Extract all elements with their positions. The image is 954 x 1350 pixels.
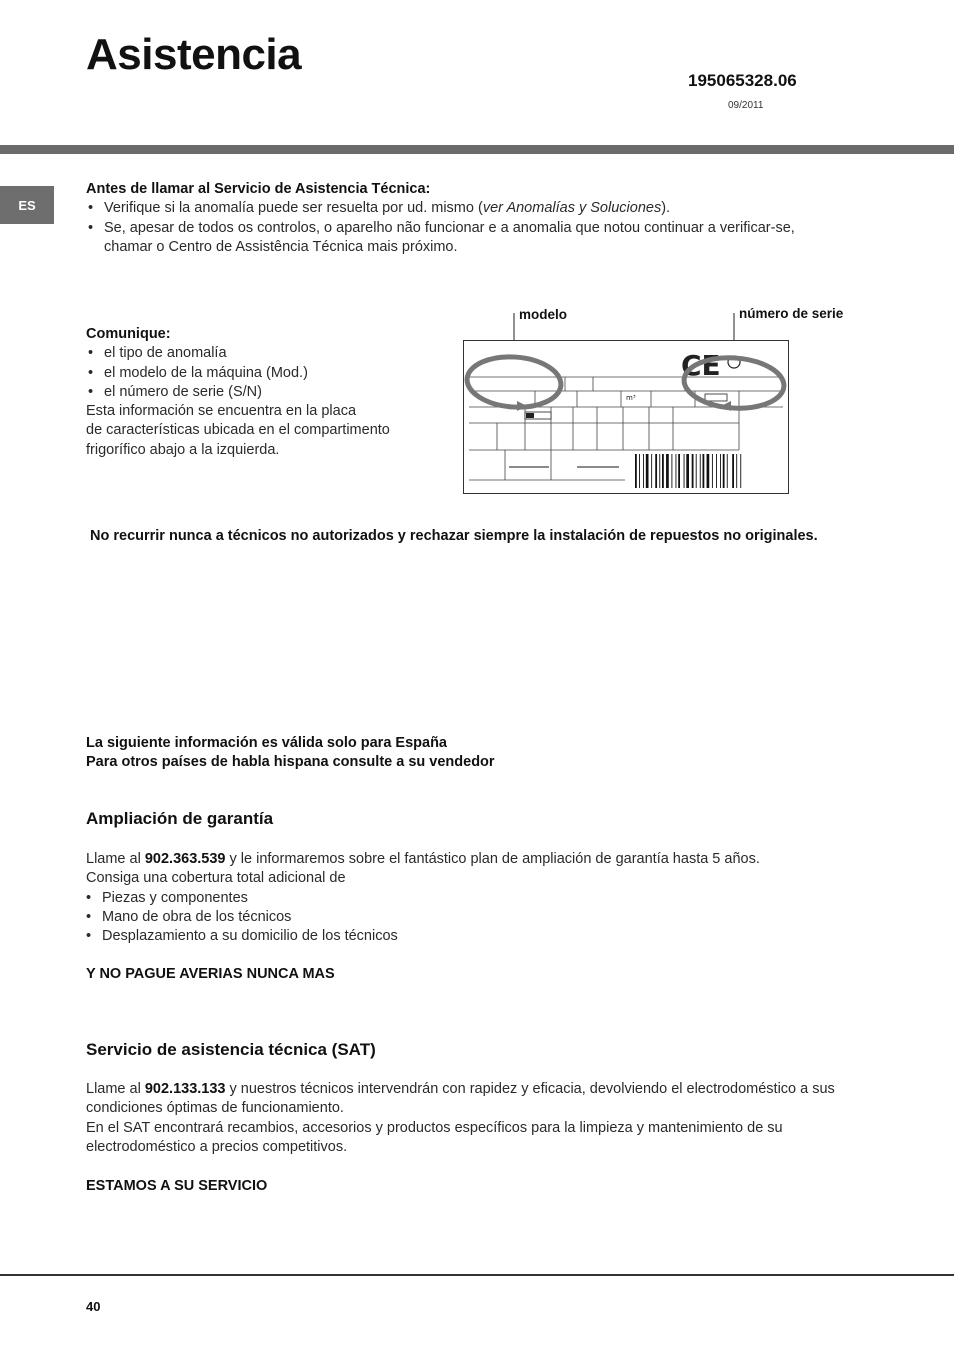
language-tab-label: ES: [18, 197, 36, 213]
barcode-bar: [700, 454, 701, 488]
communicate-section: [86, 325, 446, 460]
barcode-bar: [671, 454, 672, 488]
sat-line: En el SAT encontrará recambios, accesorios y productos específicos para la limpieza y mantenimiento de su: [86, 1119, 783, 1136]
language-tab: [0, 186, 54, 224]
barcode-bar: [727, 454, 728, 488]
before-call-bullet-1: [86, 199, 906, 218]
warning-notice: No recurrir nunca a técnicos no autorizados y rechazar siempre la instalación de repuestos no originales.: [90, 528, 818, 544]
sat-heading: Servicio de asistencia técnica (SAT): [86, 1040, 376, 1059]
warranty-text: y le informaremos sobre el fantástico plan de ampliación de garantía hasta 5 años.: [225, 851, 760, 867]
sat-phone: 902.133.133: [144, 1081, 226, 1097]
bullet-dot: •: [86, 908, 92, 925]
item-text: Piezas y componentes: [102, 889, 248, 906]
bullet-text: Se, apesar de todos os controlos, o aparelho não funcionar e a anomalia que notou continuar a verificar-se,: [104, 219, 795, 236]
barcode-bar: [678, 454, 680, 488]
bullet-dot: •: [88, 219, 94, 236]
barcode-bar: [676, 454, 677, 488]
barcode-bar: [655, 454, 657, 488]
plate-label-serial: número de serie: [739, 306, 844, 321]
warranty-item: [86, 889, 926, 908]
barcode-bar: [723, 454, 725, 488]
warranty-line: Consiga una cobertura total adicional de: [86, 870, 346, 887]
document-date: 09/2011: [728, 100, 764, 111]
communicate-item: [86, 344, 446, 363]
before-call-section: [86, 180, 906, 257]
plate-label-model: modelo: [519, 307, 568, 322]
bullet-dot: •: [86, 889, 92, 906]
before-call-bullet-2: [86, 219, 906, 258]
warranty-heading: Ampliación de garantía: [86, 809, 274, 828]
item-text: Desplazamiento a su domicilio de los técnicos: [102, 928, 398, 945]
sat-tagline: ESTAMOS A SU SERVICIO: [86, 1178, 268, 1194]
barcode-bar: [662, 454, 664, 488]
communicate-note-line: Esta información se encuentra en la placa: [86, 403, 357, 420]
sat-text: Llame al: [86, 1081, 145, 1097]
document-number: 195065328.06: [688, 71, 797, 90]
spain-info: [86, 734, 495, 773]
sat-line: [86, 1080, 931, 1099]
warranty-phone: 902.363.539: [144, 851, 226, 867]
barcode-bar: [635, 454, 637, 488]
page-title: Asistencia: [86, 30, 302, 79]
sat-line: electrodoméstico a precios competitivos.: [86, 1138, 348, 1155]
spain-info-line: Para otros países de habla hispana consulte a su vendedor: [86, 754, 495, 771]
item-text: el número de serie (S/N): [104, 383, 262, 400]
footer-divider: [0, 1274, 954, 1276]
sat-body: [86, 1080, 931, 1157]
barcode-bar: [740, 454, 741, 488]
barcode-bar: [707, 454, 710, 488]
bullet-dot: •: [88, 364, 94, 381]
barcode-bar: [666, 454, 669, 488]
plate-small-symbol: m³: [626, 394, 636, 402]
barcode-bar: [696, 454, 697, 488]
barcode-bar: [643, 454, 644, 488]
item-text: el tipo de anomalía: [104, 345, 227, 362]
rating-plate-illustration: [455, 305, 800, 505]
bullet-dot: •: [86, 928, 92, 945]
header-divider-bar: [0, 145, 954, 154]
barcode-bar: [716, 454, 717, 488]
sat-text: y nuestros técnicos intervendrán con rapidez y eficacia, devolviendo el electrodoméstico a sus: [225, 1081, 835, 1097]
warranty-item: [86, 908, 926, 927]
communicate-note-line: de características ubicada en el compartimento: [86, 422, 390, 439]
barcode-bar: [646, 454, 649, 488]
warranty-tagline: Y NO PAGUE AVERIAS NUNCA MAS: [86, 966, 335, 982]
communicate-heading: Comunique:: [86, 326, 171, 342]
sat-line: condiciones óptimas de funcionamiento.: [86, 1100, 344, 1117]
bullet-dot: •: [88, 200, 94, 217]
warranty-line: [86, 850, 926, 869]
communicate-item: [86, 383, 446, 402]
item-text: Mano de obra de los técnicos: [102, 908, 292, 925]
before-call-heading: Antes de llamar al Servicio de Asistencia Técnica:: [86, 181, 431, 197]
bullet-dot: •: [88, 383, 94, 400]
bullet-text: ).: [661, 200, 671, 217]
warranty-item: [86, 927, 926, 946]
barcode-bar: [720, 454, 721, 488]
barcode-bar: [692, 454, 694, 488]
barcode-bar: [684, 454, 685, 488]
barcode-bar: [703, 454, 705, 488]
barcode-bar: [651, 454, 652, 488]
ce-mark-icon: CE: [681, 349, 721, 382]
energy-badge-fill: [526, 413, 534, 418]
warranty-text: Llame al: [86, 851, 145, 867]
bullet-text: chamar o Centro de Assistência Técnica mais próximo.: [104, 238, 458, 255]
barcode-bar: [736, 454, 737, 488]
item-text: el modelo de la máquina (Mod.): [104, 364, 308, 381]
barcode-bar: [686, 454, 689, 488]
bullet-dot: •: [88, 345, 94, 362]
communicate-item: [86, 364, 446, 383]
barcode-bar: [732, 454, 734, 488]
barcode-bar: [639, 454, 640, 488]
spain-info-line: La siguiente información es válida solo para España: [86, 735, 447, 751]
barcode-bar: [712, 454, 713, 488]
warranty-body: [86, 850, 926, 946]
barcode-bar: [659, 454, 660, 488]
page-number: 40: [86, 1299, 101, 1314]
bullet-reference: ver Anomalías y Soluciones: [482, 200, 662, 217]
bullet-text: Verifique si la anomalía puede ser resuelta por ud. mismo (: [104, 200, 483, 217]
communicate-note-line: frigorífico abajo a la izquierda.: [86, 441, 280, 458]
